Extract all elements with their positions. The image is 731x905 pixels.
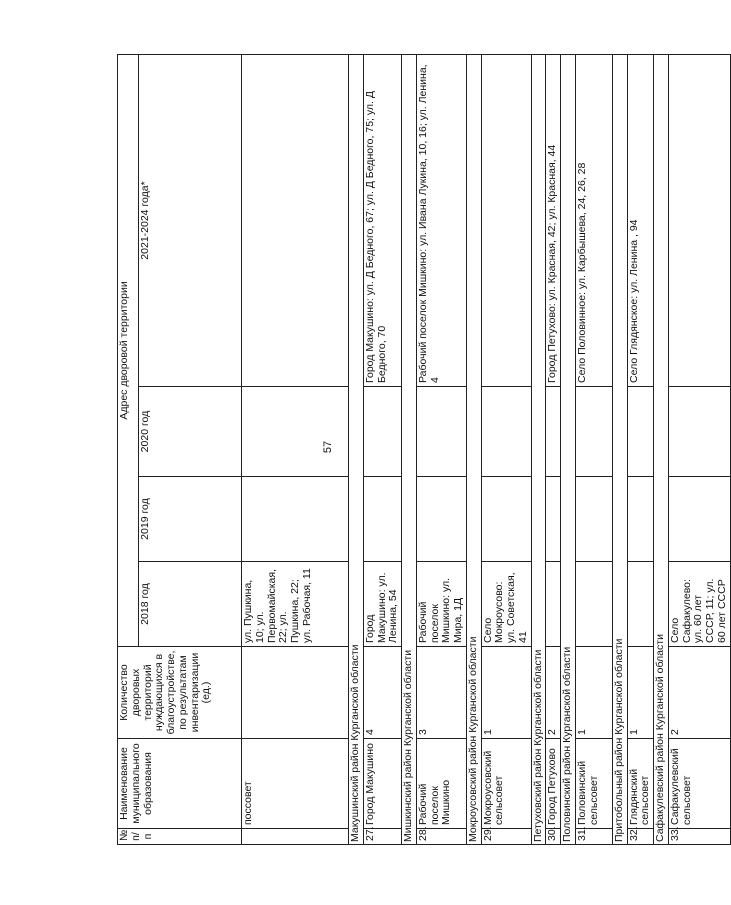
cell-num: 31. [575, 829, 612, 845]
cell-count [242, 647, 349, 739]
cell-2018: Село Сафакулево: ул. 60 лет СССР, 11; ул. 60 лет СССР [668, 562, 730, 647]
cell-2019 [481, 477, 531, 562]
cell-num: 28. [416, 829, 466, 845]
cell-name: Город Петухово [546, 739, 561, 829]
region-row [466, 54, 481, 844]
cell-2018: Село Мокроусово: ул. Советская, 41 [481, 562, 531, 647]
table-row [575, 54, 612, 844]
cell-2021: Село Глядянское: ул. Ленина , 94 [627, 54, 654, 386]
region-row [561, 54, 576, 844]
cell-2021 [242, 54, 349, 386]
cell-2020 [668, 387, 730, 477]
table-row [627, 54, 654, 844]
table-row [668, 54, 730, 844]
table-row [546, 54, 561, 844]
cell-2018 [575, 562, 612, 647]
table-row [481, 54, 531, 844]
cell-2019 [416, 477, 466, 562]
cell-2021: Село Половинное: ул. Карбышева, 24, 26, 28 [575, 54, 612, 386]
header-2019: 2019 год [139, 477, 242, 562]
rotated-table-inner [117, 55, 728, 845]
region-label: Притобольный район Курганской области [612, 54, 627, 844]
cell-num [242, 829, 349, 845]
header-2020: 2020 год [139, 387, 242, 477]
region-label: Половинский район Курганской области [561, 54, 576, 844]
header-name: Наименование муниципального образования [118, 739, 242, 829]
cell-2021: Город Петухово: ул. Красная, 42; ул. Красная, 44 [546, 54, 561, 386]
cell-2019 [668, 477, 730, 562]
cell-2019 [575, 477, 612, 562]
cell-num: 30. [546, 829, 561, 845]
cell-num: 33. [668, 829, 730, 845]
cell-name: Рабочий поселок Мишкино [416, 739, 466, 829]
cell-name: Глядянский сельсовет [627, 739, 654, 829]
page-number: 57 [322, 440, 334, 454]
table-row [363, 54, 401, 844]
cell-2020 [416, 387, 466, 477]
cell-2020 [481, 387, 531, 477]
cell-2020 [242, 387, 349, 477]
cell-count: 3 [416, 647, 466, 739]
cell-2018 [627, 562, 654, 647]
header-address-group: Адрес дворовой территории [118, 54, 139, 646]
cell-2018: Город Макушино: ул. Ленина, 54 [363, 562, 401, 647]
region-label: Сафакулевский район Курганской области [654, 54, 669, 844]
region-row [531, 54, 546, 844]
region-row [402, 54, 417, 844]
cell-num: 32. [627, 829, 654, 845]
cell-2019 [627, 477, 654, 562]
cell-2019 [363, 477, 401, 562]
cell-count: 2 [668, 647, 730, 739]
region-row [349, 54, 364, 844]
cell-2021: Рабочий поселок Мишкино: ул. Ивана Лукина, 10, 16; ул. Ленина, 4 [416, 54, 466, 386]
cell-2021 [481, 54, 531, 386]
cell-name: Мокроусовский сельсовет [481, 739, 531, 829]
header-2021: 2021-2024 года* [139, 54, 242, 386]
cell-2019 [546, 477, 561, 562]
region-label: Мокроусовский район Курганской области [466, 54, 481, 844]
cell-num: 29. [481, 829, 531, 845]
yard-territories-table [117, 54, 731, 845]
header-2018: 2018 год [139, 562, 242, 647]
cell-2020 [627, 387, 654, 477]
region-label: Мишкинский район Курганской области [402, 54, 417, 844]
region-label: Макушинский район Курганской области [349, 54, 364, 844]
cell-count: 2 [546, 647, 561, 739]
cell-count: 4 [363, 647, 401, 739]
table-row [416, 54, 466, 844]
cell-2018: Рабочий поселок Мишкино: ул. Мира, 1Д [416, 562, 466, 647]
cell-2021: Город Макушино: ул. Д Бедного, 67; ул. Д Бедного, 75; ул. Д Бедного, 70 [363, 54, 401, 386]
region-row [612, 54, 627, 844]
cell-2020 [575, 387, 612, 477]
cell-2018 [546, 562, 561, 647]
cell-name: Город Макушино [363, 739, 401, 829]
cell-2021 [668, 54, 730, 386]
cell-2020 [546, 387, 561, 477]
region-label: Петуховский район Курганской области [531, 54, 546, 844]
cell-count: 1 [627, 647, 654, 739]
cell-count: 1 [481, 647, 531, 739]
cell-2018: ул. Пушкина, 10; ул. Первомайская, 22; ул. Пушкина, 22; ул. Рабочая, 11 [242, 562, 349, 647]
cell-name: Сафакулевский сельсовет [668, 739, 730, 829]
table-row [242, 54, 349, 844]
cell-name: поссовет [242, 739, 349, 829]
header-num: № п/п [118, 829, 242, 845]
cell-num: 27. [363, 829, 401, 845]
cell-count: 1 [575, 647, 612, 739]
header-count: Количество дворовых территорий нуждающихся в благоустройстве, по результатам инвентаризации (ед.) [118, 647, 242, 739]
cell-2020 [363, 387, 401, 477]
cell-name: Половинский сельсовет [575, 739, 612, 829]
region-row [654, 54, 669, 844]
cell-2019 [242, 477, 349, 562]
rotated-table-frame [117, 55, 728, 845]
